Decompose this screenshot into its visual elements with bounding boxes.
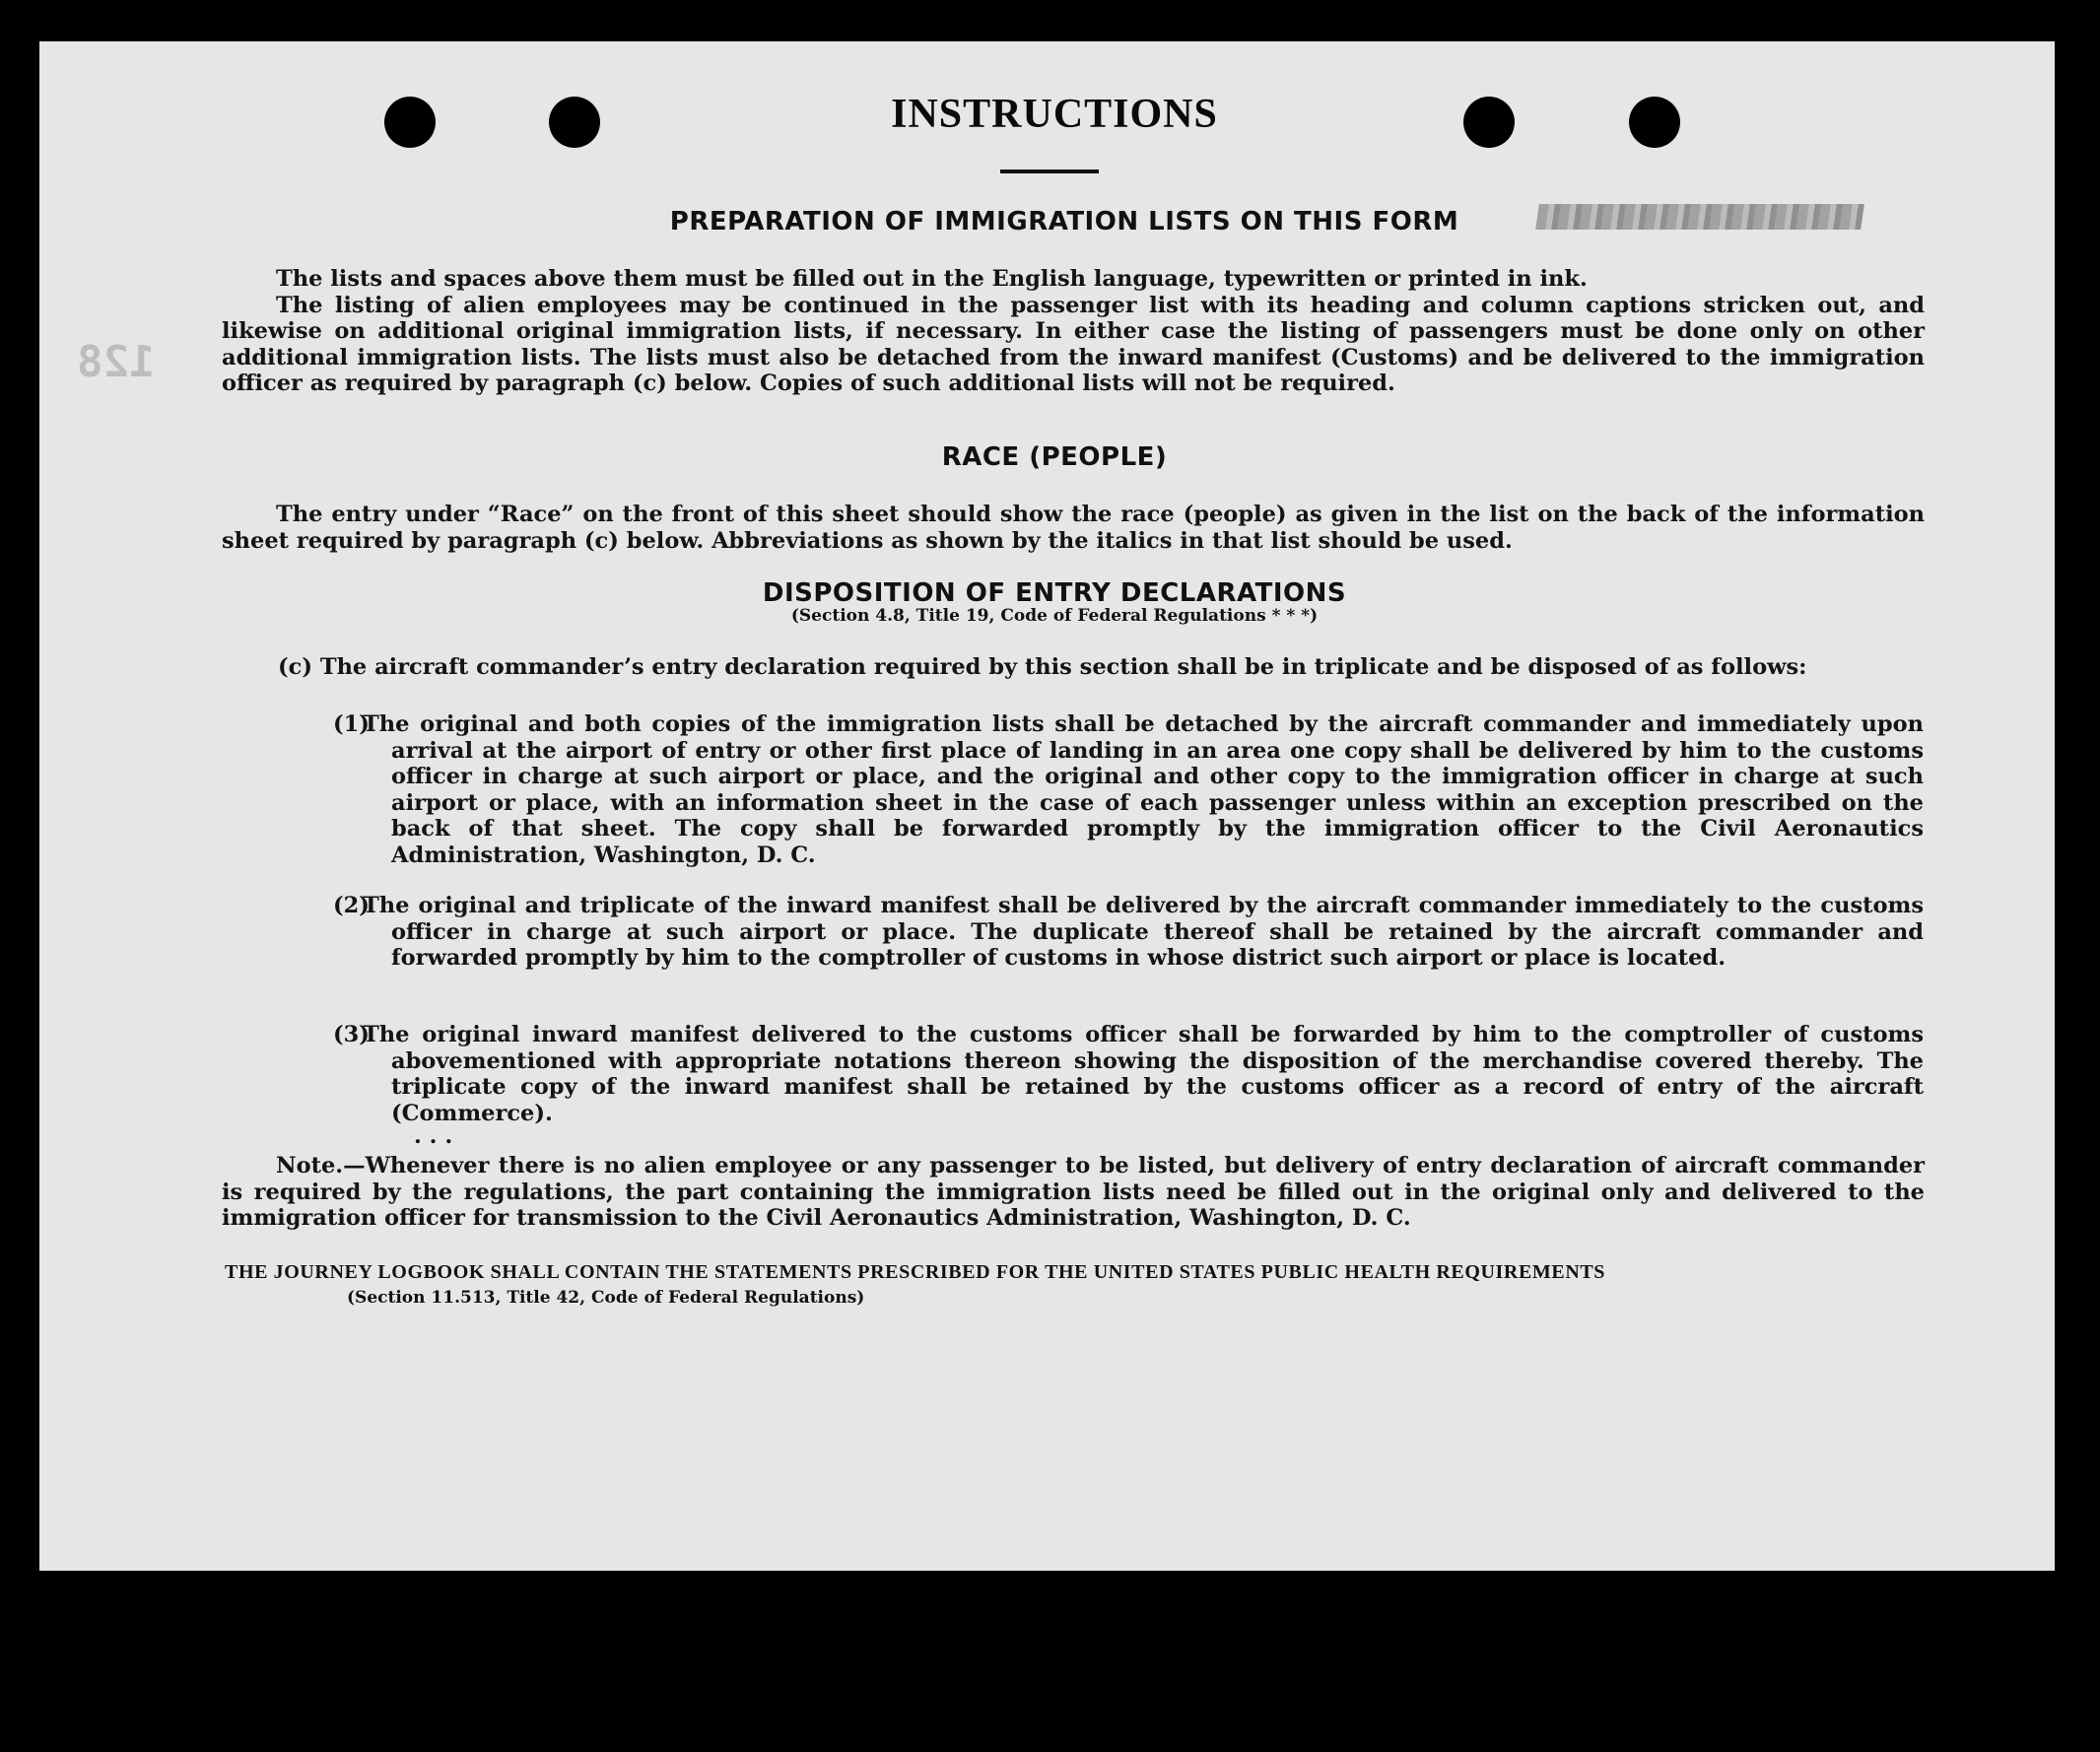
immigration-paragraph-2: The listing of alien employees may be continued in the passenger list with its heading and column captions stricken out, and likewise on additional original immigration lists, if necessary. In either case the listing of passengers must be done only on other additional immigration lists. The lists must also be detached from the inward manifest (Customs) and be delivered to the immigration officer as required by paragraph (c) below. Copies of such additional lists will not be required. <box>222 292 1925 396</box>
page-title: INSTRUCTIONS <box>891 92 1218 137</box>
item-number: (2) <box>333 893 370 918</box>
item-text: The original and triplicate of the inward manifest shall be delivered by the aircraft commander immediately to the customs officer in charge at such airport or place. The duplicate thereof shall be retained by the aircraft commander and forwarded promptly by him to the comptroller of customs in whose district such airport or place is located. <box>363 893 1924 971</box>
punch-hole <box>384 97 436 148</box>
disposition-item-1 <box>333 711 1924 869</box>
disposition-heading: DISPOSITION OF ENTRY DECLARATIONS <box>762 578 1347 608</box>
immigration-lists-text <box>222 266 1925 397</box>
disposition-item-2 <box>333 893 1924 1001</box>
item-text: The original and both copies of the immigration lists shall be detached by the aircraft commander and immediately upon arrival at the airport of entry or other first place of landing in an area one copy shall be delivered by him to the customs officer in charge at such airport or place, and the original and other copy to the immigration officer in charge at such airport or place, with an information sheet in the case of each passenger unless within an exception prescribed on the back of that sheet. The copy shall be forwarded promptly by the immigration officer to the Civil Aeronautics Administration, Washington, D. C. <box>363 711 1924 868</box>
immigration-paragraph-1: The lists and spaces above them must be filled out in the English language, typewritten or printed in ink. <box>276 266 1588 292</box>
punch-hole <box>549 97 600 148</box>
disposition-citation: (Section 4.8, Title 19, Code of Federal Regulations * * *) <box>790 606 1319 626</box>
note-text <box>222 1153 1925 1232</box>
document-page <box>39 41 2055 1571</box>
race-paragraph: The entry under “Race” on the front of this sheet should show the race (people) as given in the list on the back of the information sheet required by paragraph (c) below. Abbreviations as shown by the italics in that list should be used. <box>222 502 1925 554</box>
punch-hole <box>1629 97 1680 148</box>
bleed-through-stamp <box>1535 204 1864 230</box>
note-paragraph: Note.—Whenever there is no alien employee or any passenger to be listed, but delivery of entry declaration of aircraft commander is required by the regulations, the part containing the immigration lists need be filled out in the original only and delivered to the immigration officer for transmission to the Civil Aeronautics Administration, Washington, D. C. <box>222 1153 1925 1231</box>
immigration-lists-heading: PREPARATION OF IMMIGRATION LISTS ON THIS FORM <box>669 207 1459 236</box>
title-underline <box>1000 169 1099 173</box>
race-heading: RACE (PEOPLE) <box>941 442 1168 472</box>
logbook-citation: (Section 11.513, Title 42, Code of Federal Regulations) <box>347 1288 865 1308</box>
race-text <box>222 502 1925 554</box>
logbook-statement: THE JOURNEY LOGBOOK SHALL CONTAIN THE STATEMENTS PRESCRIBED FOR THE UNITED STATES PUBLIC HEALTH REQUIREMENTS <box>225 1261 1606 1283</box>
disposition-intro: (c) The aircraft commander’s entry declaration required by this section shall be in triplicate and be disposed of as follows: <box>278 654 1807 680</box>
item-number: (3) <box>333 1022 370 1047</box>
item-text: The original inward manifest delivered to the customs officer shall be forwarded by him to the comptroller of customs abovementioned with appropriate notations thereon showing the disposition of the merchandise covered thereby. The triplicate copy of the inward manifest shall be retained by the customs officer as a record of entry of the aircraft (Commerce). <box>363 1022 1924 1126</box>
disposition-item-3 <box>333 1022 1924 1130</box>
ellipsis: . . . <box>414 1123 453 1149</box>
margin-number: 128 <box>77 337 156 387</box>
punch-hole <box>1463 97 1515 148</box>
item-number: (1) <box>333 711 370 737</box>
